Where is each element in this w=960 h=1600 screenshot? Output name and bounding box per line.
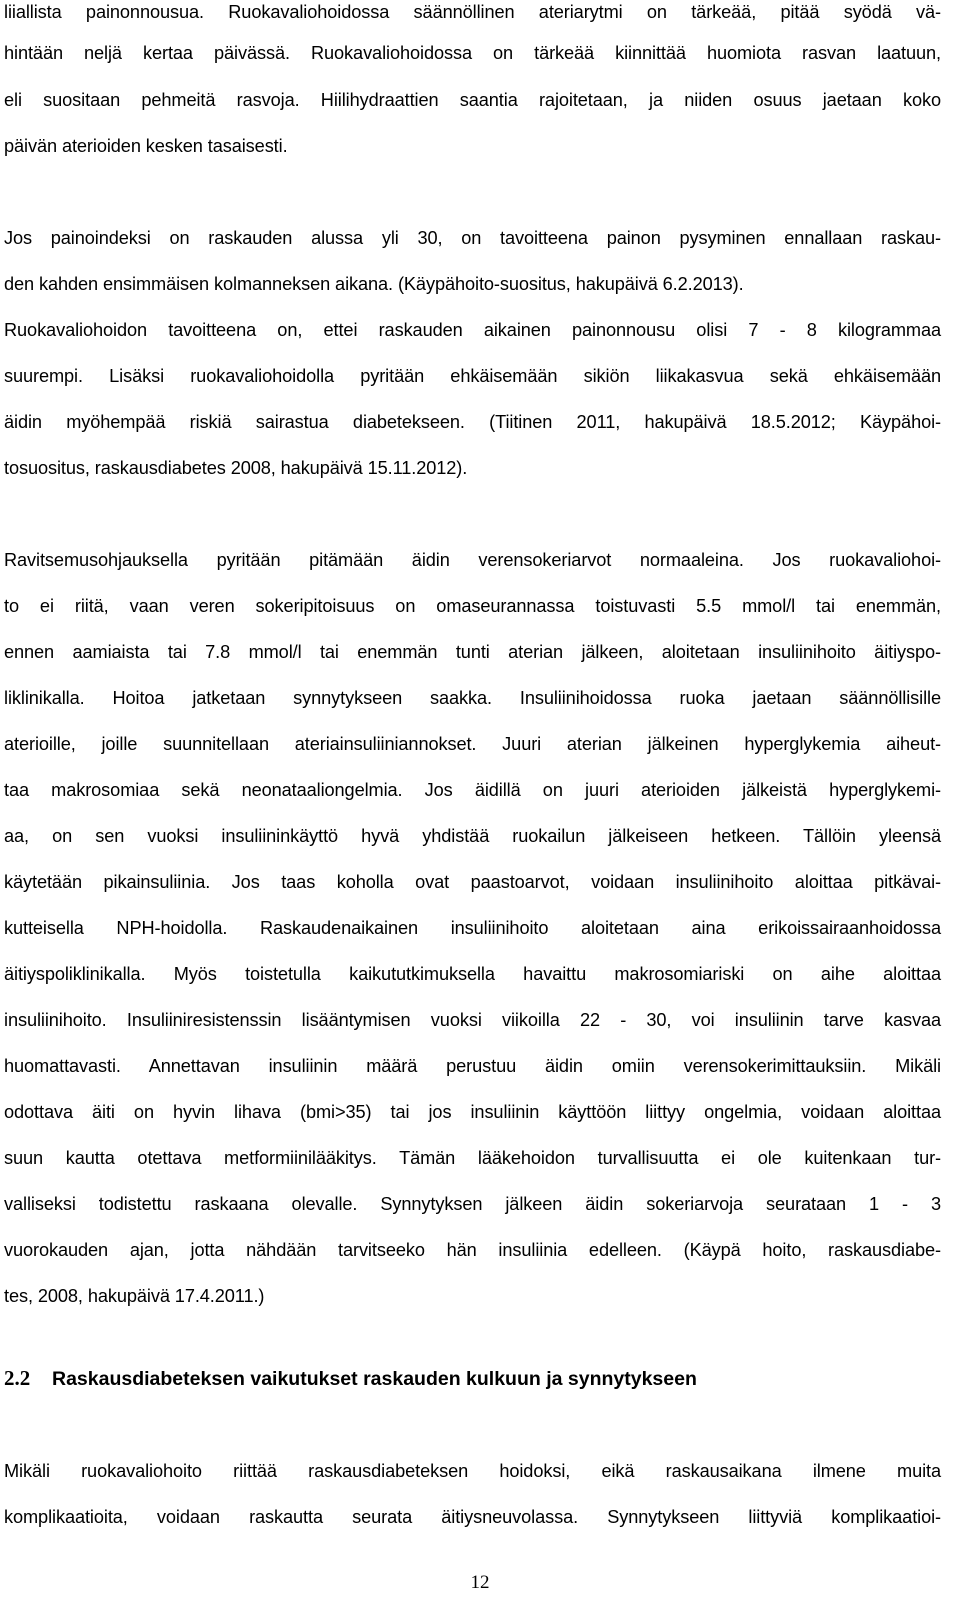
text-line: tes, 2008, hakupäivä 17.4.2011.) [4,1286,265,1306]
page-number: 12 [470,1572,490,1593]
section-number: 2.2 [4,1366,31,1390]
text-line: Ravitsemusohjauksella pyritään pitämään äidin verensokeriarvot normaaleina. Jos ruokavaliohoi- [4,550,941,570]
text-line: aa, on sen vuoksi insuliininkäyttö hyvä yhdistää ruokailun jälkeiseen hetkeen. Tällöin yleensä [4,826,941,846]
text-line: den kahden ensimmäisen kolmanneksen aikana. (Käypähoito-suositus, hakupäivä 6.2.2013). [4,274,744,294]
text-line: käytetään pikainsuliinia. Jos taas koholla ovat paastoarvot, voidaan insuliinihoito aloittaa pitkävai- [4,872,941,892]
text-line: liiallista painonnousua. Ruokavaliohoidossa säännöllinen ateriarytmi on tärkeää, pitää syödä vä- [4,2,941,22]
text-line: suun kautta otettava metformiinilääkitys. Tämän lääkehoidon turvallisuutta ei ole kuitenkaan tur- [4,1148,941,1168]
text-line: huomattavasti. Annettavan insuliinin määrä perustuu äidin omiin verensokerimittauksiin. Mikäli [4,1056,941,1076]
section-title: Raskausdiabeteksen vaikutukset raskauden kulkuun ja synnytykseen [52,1368,697,1390]
text-line: liklinikalla. Hoitoa jatketaan synnytykseen saakka. Insuliinihoidossa ruoka jaetaan säännöllisille [4,688,941,708]
text-line: Ruokavaliohoidon tavoitteena on, ettei raskauden aikainen painonnousu olisi 7 - 8 kilogrammaa [4,320,941,340]
text-line: suurempi. Lisäksi ruokavaliohoidolla pyritään ehkäisemään sikiön liikakasvua sekä ehkäisemään [4,366,941,386]
text-line: äitiyspoliklinikalla. Myös toistetulla kaikututkimuksella havaittu makrosomiariski on aihe aloittaa [4,964,941,984]
text-line: kutteisella NPH-hoidolla. Raskaudenaikainen insuliinihoito aloitetaan aina erikoissairaanhoidossa [4,918,941,938]
text-line: to ei riitä, vaan veren sokeripitoisuus on omaseurannassa toistuvasti 5.5 mmol/l tai enemmän, [4,596,941,616]
text-line: valliseksi todistettu raskaana olevalle. Synnytyksen jälkeen äidin sokeriarvoja seurataan 1 - 3 [4,1194,941,1214]
text-line: Mikäli ruokavaliohoito riittää raskausdiabeteksen hoidoksi, eikä raskausaikana ilmene muita [4,1461,941,1481]
text-line: äidin myöhempää riskiä sairastua diabetekseen. (Tiitinen 2011, hakupäivä 18.5.2012; Käypähoi- [4,412,941,432]
text-line: komplikaatioita, voidaan raskautta seurata äitiysneuvolassa. Synnytykseen liittyviä komplikaatioi- [4,1507,941,1527]
text-line: Jos painoindeksi on raskauden alussa yli 30, on tavoitteena painon pysyminen ennallaan raskau- [4,228,941,248]
text-line: vuorokauden ajan, jotta nähdään tarvitseeko hän insuliinia edelleen. (Käypä hoito, raskausdiabe- [4,1240,941,1260]
text-line: hintään neljä kertaa päivässä. Ruokavaliohoidossa on tärkeää kiinnittää huomiota rasvan laatuun, [4,43,941,63]
text-line: eli suositaan pehmeitä rasvoja. Hiilihydraattien saantia rajoitetaan, ja niiden osuus jaetaan koko [4,90,941,110]
text-line: ennen aamiaista tai 7.8 mmol/l tai enemmän tunti aterian jälkeen, aloitetaan insuliinihoito äitiyspo- [4,642,941,662]
text-line: taa makrosomiaa sekä neonataaliongelmia. Jos äidillä on juuri aterioiden jälkeistä hyperglykemi- [4,780,941,800]
text-line: odottava äiti on hyvin lihava (bmi>35) tai jos insuliinin käyttöön liittyy ongelmia, voidaan aloittaa [4,1102,941,1122]
text-line: päivän aterioiden kesken tasaisesti. [4,136,288,156]
text-line: tosuositus, raskausdiabetes 2008, hakupäivä 15.11.2012). [4,458,468,478]
section-heading [4,1366,697,1391]
text-line: aterioille, joille suunnitellaan ateriainsuliiniannokset. Juuri aterian jälkeinen hyperglykemia aiheut- [4,734,941,754]
text-line: insuliinihoito. Insuliiniresistenssin lisääntymisen vuoksi viikoilla 22 - 30, voi insuliinin tarve kasvaa [4,1010,941,1030]
